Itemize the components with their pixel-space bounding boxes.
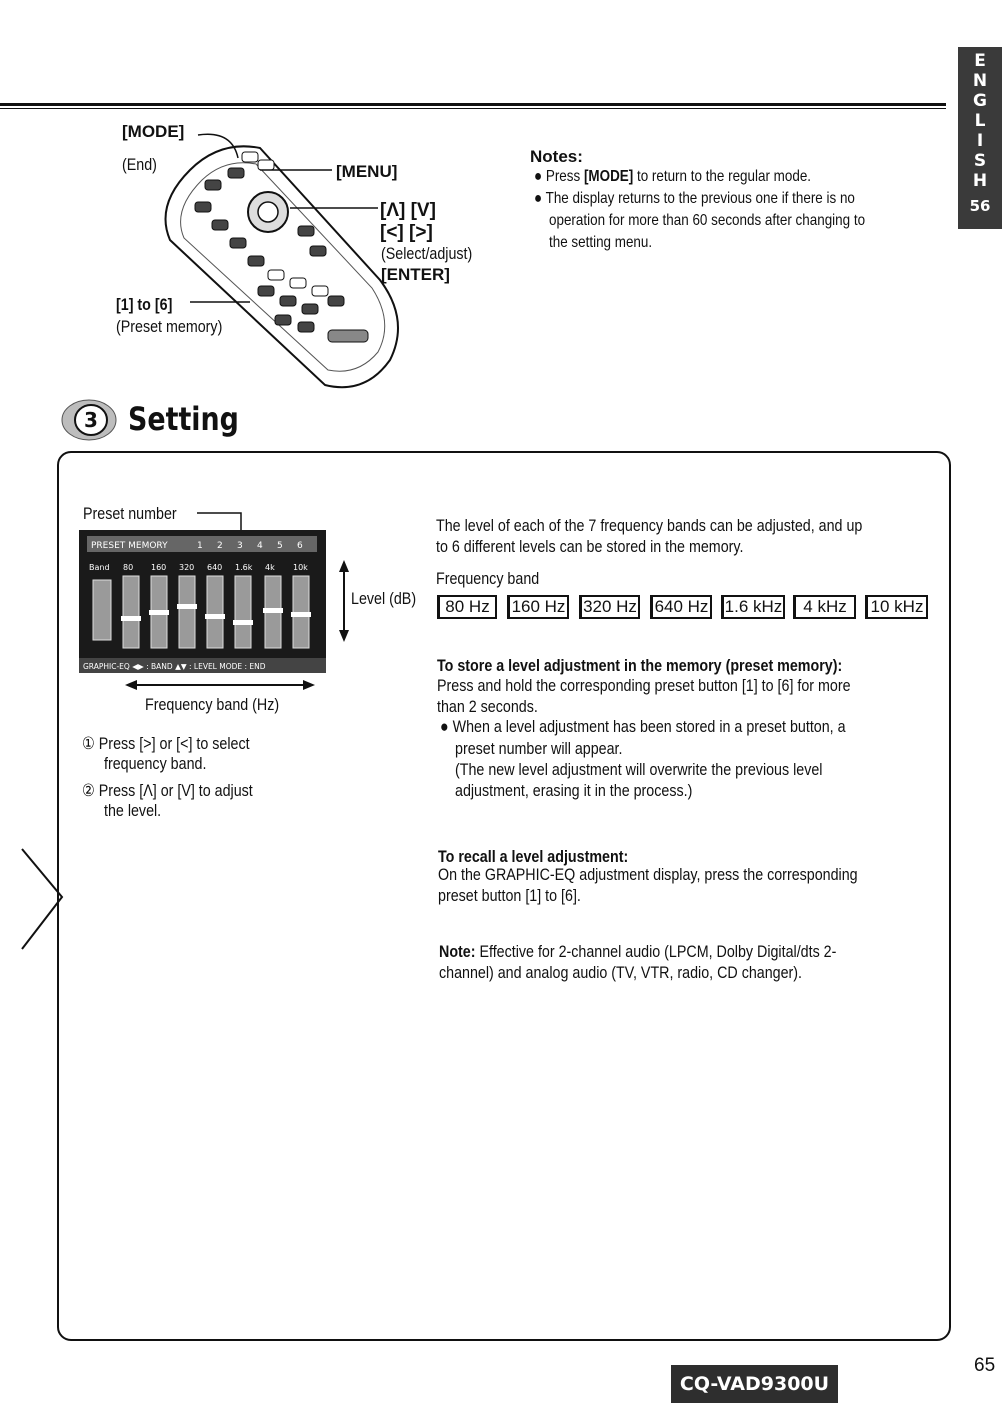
eq-band-value: 1.6k <box>235 563 253 572</box>
section-number: 3 <box>84 408 98 432</box>
intro-line-2: to 6 different levels can be stored in the memory. <box>436 537 744 556</box>
recall-line-1: On the GRAPHIC-EQ adjustment display, press the corresponding <box>438 865 858 884</box>
eq-preset: 6 <box>297 541 303 551</box>
tab-letter: H <box>972 171 988 191</box>
page-number: 65 <box>974 1355 996 1376</box>
note-line-2: channel) and analog audio (TV, VTR, radio, CD changer). <box>439 963 803 982</box>
eq-footer: GRAPHIC-EQ ◀▶ : BAND ▲▼ : LEVEL MODE : END <box>83 662 266 671</box>
tab-letter: S <box>973 151 987 171</box>
step-2-number: ② <box>82 781 95 800</box>
intro-line-1: The level of each of the 7 frequency bands can be adjusted, and up <box>436 516 863 535</box>
store-title: To store a level adjustment in the memory (preset memory): <box>437 656 843 675</box>
tab-letter: L <box>974 111 986 131</box>
select-adjust-sublabel: (Select/adjust) <box>381 244 473 263</box>
model-badge: CQ-VAD9300U <box>671 1365 838 1403</box>
notes-item-2-line-1: The display returns to the previous one if there is no <box>545 190 855 207</box>
preset-buttons-label: [1] to [6] <box>116 295 173 314</box>
page-continue-arrow <box>20 845 68 955</box>
eq-band-value: 160 <box>151 563 167 572</box>
enter-button-label: [ENTER] <box>381 265 450 284</box>
graphic-eq-display <box>79 530 326 673</box>
store-bullet-line-4: adjustment, erasing it in the process.) <box>455 781 693 800</box>
band-box-10khz: 10 kHz <box>865 595 928 619</box>
left-right-buttons-label: [<] [>] <box>380 222 433 243</box>
band-box-4khz: 4 kHz <box>793 595 856 619</box>
eq-preset: 4 <box>257 541 263 551</box>
tab-page-number: 56 <box>969 197 991 215</box>
step-1-number: ① <box>82 734 95 753</box>
mode-button-sublabel: (End) <box>122 155 157 174</box>
step-2-line-2: the level. <box>104 801 162 820</box>
section-title: Setting <box>128 400 239 438</box>
store-line-2: than 2 seconds. <box>437 697 538 716</box>
eq-band-value: 10k <box>293 563 308 572</box>
menu-button-label: [MENU] <box>336 162 398 181</box>
band-box-1-6khz: 1.6 kHz <box>721 595 785 619</box>
notes-item-1-pre: Press <box>545 168 584 185</box>
eq-preset: 1 <box>197 541 203 551</box>
language-tab <box>958 47 1002 229</box>
band-box-640hz: 640 Hz <box>650 595 712 619</box>
notes-item-1 <box>534 166 811 188</box>
bullet-icon: ● <box>534 168 543 185</box>
notes-title: Notes: <box>530 147 583 166</box>
top-rule <box>0 103 946 109</box>
store-bullet-line-2: preset number will appear. <box>455 739 623 758</box>
eq-preset: 5 <box>277 541 283 551</box>
notes-item-2-line-2: operation for more than 60 seconds after changing to <box>549 212 866 229</box>
preset-memory-sublabel: (Preset memory) <box>116 317 223 336</box>
eq-band-label: Band <box>89 563 110 572</box>
eq-band-value: 640 <box>207 563 223 572</box>
tab-letter: G <box>973 91 987 111</box>
recall-line-2: preset button [1] to [6]. <box>438 886 581 905</box>
frequency-band-arrow <box>125 678 315 692</box>
frequency-band-title: Frequency band <box>436 569 540 588</box>
notes-item-2 <box>534 188 855 210</box>
band-box-320hz: 320 Hz <box>579 595 640 619</box>
level-label: Level (dB) <box>351 589 417 608</box>
up-down-buttons-label: [Λ] [V] <box>380 200 436 221</box>
note-line-1 <box>439 941 836 962</box>
eq-preset: 2 <box>217 541 223 551</box>
store-bullet <box>440 716 846 737</box>
eq-band-value: 320 <box>179 563 195 572</box>
step-1 <box>82 733 250 754</box>
bullet-icon: ● <box>534 190 543 207</box>
notes-item-1-post: to return to the regular mode. <box>633 168 812 185</box>
band-box-80hz: 80 Hz <box>437 595 497 619</box>
eq-header: PRESET MEMORY <box>91 541 168 551</box>
store-line-1: Press and hold the corresponding preset button [1] to [6] for more <box>437 676 851 695</box>
step-1-line-1: Press [>] or [<] to select <box>98 734 250 753</box>
notes-item-2-line-3: the setting menu. <box>549 234 653 251</box>
store-bullet-line-3: (The new level adjustment will overwrite the previous level <box>455 760 823 779</box>
band-box-160hz: 160 Hz <box>507 595 569 619</box>
note-label: Note: <box>439 942 476 961</box>
step-2 <box>82 780 253 801</box>
store-bullet-line-1: When a level adjustment has been stored in a preset button, a <box>452 717 846 736</box>
step-1-line-2: frequency band. <box>104 754 207 773</box>
mode-button-label: [MODE] <box>122 122 185 141</box>
eq-preset: 3 <box>237 541 243 551</box>
frequency-band-hz-label: Frequency band (Hz) <box>145 695 280 714</box>
tab-letter: N <box>972 71 988 91</box>
note-text-1: Effective for 2-channel audio (LPCM, Dolby Digital/dts 2- <box>475 942 837 961</box>
step-2-line-1: Press [Λ] or [V] to adjust <box>98 781 253 800</box>
recall-title: To recall a level adjustment: <box>438 847 629 866</box>
tab-letter: I <box>976 131 984 151</box>
tab-letter: E <box>974 51 986 71</box>
bullet-icon: ● <box>440 717 449 736</box>
notes-item-1-key: [MODE] <box>583 168 634 185</box>
eq-band-value: 4k <box>265 563 275 572</box>
preset-number-label: Preset number <box>83 504 177 523</box>
eq-band-value: 80 <box>123 563 134 572</box>
section-number-badge <box>60 398 118 442</box>
